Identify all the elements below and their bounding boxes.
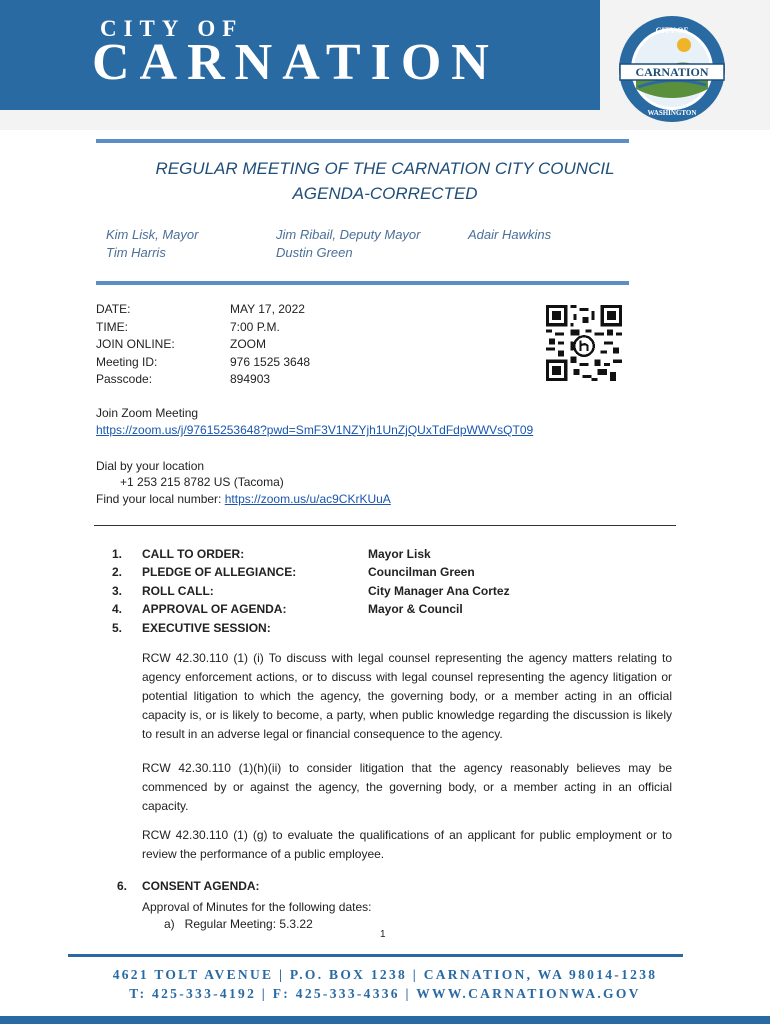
zoom-join-link[interactable]: https://zoom.us/j/97615253648?pwd=SmF3V1NZYjh1UnZjQUxTdFdpWWVsQT09 [96,423,534,437]
agenda-item-roll-call: ROLL CALL: [142,584,214,598]
footer-address: 4621 TOLT AVENUE | P.O. BOX 1238 | CARNATION, WA 98014-1238 [112,967,658,982]
info-value-date: MAY 17, 2022 [230,302,305,316]
info-label-time: TIME: [96,319,128,334]
council-col-3 [468,226,551,244]
consent-intro: Approval of Minutes for the following dates: [142,900,372,914]
council-member: Dustin Green [276,245,353,260]
agenda-presenter: Mayor Lisk [368,547,431,561]
qr-code-icon[interactable] [546,305,622,381]
page-number: 1 [380,929,386,940]
meeting-title-line2: AGENDA-CORRECTED [292,184,478,203]
agenda-item-consent: CONSENT AGENDA: [142,879,260,893]
info-value-meeting-id: 976 1525 3648 [230,354,311,369]
info-value-passcode: 894903 [230,372,271,386]
zoom-join-label: Join Zoom Meeting [96,406,199,420]
dial-number: +1 253 215 8782 US (Tacoma) [120,475,284,489]
footer-rule [68,954,683,957]
council-member: Adair Hawkins [468,227,552,242]
council-member: Kim Lisk, Mayor [106,227,199,242]
agenda-num: 6. [117,879,128,893]
agenda-item-call-to-order: CALL TO ORDER: [142,547,245,561]
agenda-num: 2. [112,565,123,579]
meeting-title-line1: REGULAR MEETING OF THE CARNATION CITY COUNCIL [155,159,615,178]
info-label-join: JOIN ONLINE: [96,337,175,351]
letterhead-carnation: CARNATION [92,34,499,91]
agenda-num: 4. [112,602,123,616]
local-number-label: Find your local number: [96,492,225,506]
executive-paragraph: RCW 42.30.110 (1) (g) to evaluate the qualifications of an applicant for public employment or to review the performance of a public employee. [142,828,672,861]
letterhead-band [0,0,600,110]
executive-paragraph: RCW 42.30.110 (1)(h)(ii) to consider litigation that the agency reasonably believes may be commenced by or against the agency, the governing body, or a member acting in an official capacity. [142,761,672,813]
council-member: Tim Harris [106,245,166,260]
city-seal-icon [618,15,726,123]
section-divider [94,525,676,526]
info-value-time: 7:00 P.M. [230,319,280,334]
meeting-info-values [230,301,310,389]
info-value-join: ZOOM [230,337,266,351]
seal-bottom-text: WASHINGTON [647,109,697,117]
seal-top-text: CITY OF [655,26,689,35]
seal-name: CARNATION [635,65,709,79]
agenda-num: 3. [112,584,123,598]
agenda-presenter: City Manager Ana Cortez [368,584,510,598]
meeting-info-labels [96,301,175,389]
executive-paragraph: RCW 42.30.110 (1) (i) To discuss with legal counsel representing the agency matters relating to agency enforcement actions, or to discuss with legal counsel representing the agency litigation or potential litigation to which the agency, the governing body, or a member acting in an official capacity is, or is likely to become, a party, when public knowledge regarding the discussion is likely to result in an adverse legal or financial consequence to the agency. [142,651,672,741]
info-label-date: DATE: [96,302,131,316]
agenda-presenter: Mayor & Council [368,602,463,616]
consent-item: a) Regular Meeting: 5.3.22 [164,917,313,931]
info-label-meeting-id: Meeting ID: [96,354,158,369]
letterhead [0,0,770,130]
local-number-link[interactable]: https://zoom.us/u/ac9CKrKUuA [224,492,391,506]
agenda-item-executive-session: EXECUTIVE SESSION: [142,621,271,635]
agenda-item-pledge: PLEDGE OF ALLEGIANCE: [142,565,297,579]
meeting-title [0,156,770,206]
letterhead-city-of: CITY OF [100,16,244,41]
agenda-num: 1. [112,547,123,561]
title-bottom-rule [96,281,629,285]
local-number-row [96,491,391,508]
dial-label: Dial by your location [96,459,205,473]
council-member: Jim Ribail, Deputy Mayor [276,227,421,242]
title-top-rule [96,139,629,143]
footer-contact: T: 425-333-4192 | F: 425-333-4336 | WWW.CARNATIONWA.GOV [129,986,641,1001]
info-label-passcode: Passcode: [96,372,153,386]
footer-band [0,1016,770,1024]
council-col-1 [106,226,198,262]
agenda-item-approval: APPROVAL OF AGENDA: [142,602,287,616]
agenda-presenter: Councilman Green [368,565,475,579]
agenda-num: 5. [112,621,123,635]
council-col-2 [276,226,421,262]
